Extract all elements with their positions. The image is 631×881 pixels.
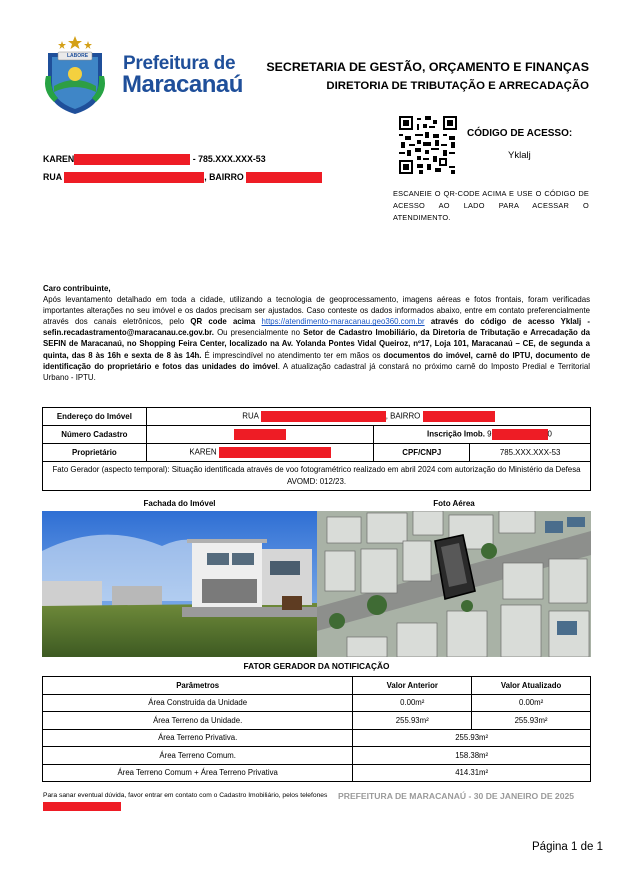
- param-name: Área Terreno Comum + Área Terreno Privativa: [43, 764, 353, 782]
- table-row: [43, 747, 591, 765]
- recipient-name: KAREN: [43, 154, 75, 164]
- municipal-crest-logo: [42, 36, 108, 114]
- crest-banner-text: LABORE: [67, 53, 89, 59]
- redaction-block: [219, 447, 331, 458]
- param-name: Área Terreno Comum.: [43, 747, 353, 765]
- table-row: [43, 444, 591, 462]
- access-qr-code[interactable]: [399, 116, 457, 174]
- access-code-label: CÓDIGO DE ACESSO:: [467, 128, 573, 139]
- secretaria-title: SECRETARIA DE GESTÃO, ORÇAMENTO E FINANÇAS: [266, 60, 589, 74]
- cadastro-label: Número Cadastro: [43, 426, 147, 444]
- footer-org-date: PREFEITURA DE MARACANAÚ - 30 DE JANEIRO DE 2025: [338, 791, 575, 801]
- access-code-value: Yklalj: [508, 150, 531, 161]
- valor-anterior: 0.00m²: [353, 694, 472, 712]
- letter-greeting: Caro contribuinte,: [43, 284, 111, 293]
- table-row: [43, 729, 591, 747]
- valor-anterior: 255.93m²: [353, 712, 472, 730]
- endereco-value: RUA , BAIRRO: [146, 408, 590, 426]
- aerea-photo: [317, 511, 591, 657]
- redaction-block: [261, 411, 386, 422]
- valor-atualizado: 0.00m²: [472, 694, 591, 712]
- inscricao-cell: Inscrição Imob. 9 0: [374, 426, 591, 444]
- column-header: Valor Atualizado: [472, 677, 591, 695]
- fator-gerador-title: FATOR GERADOR DA NOTIFICAÇÃO: [243, 661, 390, 671]
- property-info-table: [42, 407, 591, 491]
- aerea-label: Foto Aérea: [433, 499, 475, 508]
- logo-text-bottom: Maracanaú: [122, 71, 243, 98]
- qr-instructions: ESCANEIE O QR-CODE ACIMA E USE O CÓDIGO DE ACESSO AO LADO PARA ACESSAR O ATENDIMENTO.: [393, 189, 589, 222]
- redaction-block: [492, 429, 548, 440]
- fachada-label: Fachada do Imóvel: [143, 499, 216, 508]
- valor-atualizado: 255.93m²: [472, 712, 591, 730]
- fachada-photo: [42, 511, 317, 657]
- recipient-street: RUA: [43, 172, 62, 182]
- redaction-block: [246, 172, 322, 183]
- recipient-name-line: [43, 154, 266, 165]
- proprietario-label: Proprietário: [43, 444, 147, 462]
- recipient-address-line: [43, 172, 322, 183]
- diretoria-title: DIRETORIA DE TRIBUTAÇÃO E ARRECADAÇÃO: [326, 80, 589, 92]
- table-row: [43, 694, 591, 712]
- table-row: [43, 712, 591, 730]
- param-name: Área Terreno Privativa.: [43, 729, 353, 747]
- column-header: Parâmetros: [43, 677, 353, 695]
- redaction-block: [423, 411, 495, 422]
- redaction-block: [74, 154, 190, 165]
- atendimento-link[interactable]: https://atendimento-maracanau.geo360.com.br: [261, 317, 425, 327]
- table-header-row: [43, 677, 591, 695]
- table-row: [43, 426, 591, 444]
- recipient-bairro-label: , BAIRRO: [204, 172, 244, 182]
- cpf-label: CPF/CNPJ: [374, 444, 470, 462]
- contact-note: Para sanar eventual dúvida, favor entrar em contato com o Cadastro Imobiliário, pelos telefones: [43, 790, 333, 813]
- fato-gerador-text: Fato Gerador (aspecto temporal): Situação identificada através de voo fotogramétrico realizado em abril 2024 com autorização do Ministério da Defesa AVOMD: 012/23.: [43, 462, 591, 491]
- param-name: Área Construída da Unidade: [43, 694, 353, 712]
- param-value: 158.38m²: [353, 747, 591, 765]
- page-number: Página 1 de 1: [532, 841, 603, 853]
- proprietario-value: KAREN: [146, 444, 374, 462]
- recipient-cpf: - 785.XXX.XXX-53: [192, 154, 266, 164]
- table-row: [43, 462, 591, 491]
- letter-body: [43, 283, 590, 383]
- letter-paragraph: Após levantamento detalhado em toda a cidade, utilizando a tecnologia de geoprocessamento, imagens aéreas e fotos frontais, foram verificadas importantes alterações no seu imóvel e os dados precisam ser ajustados. Caso conteste os dados informados abaixo, entre em contato preferencialmente através dos canais eletrônicos, pelo QR code acima https://atendimento-maracanau.geo360.com.br através do código de acesso Yklalj - sefin.recadastramento@maracanau.ce.gov.br. Ou presencialmente no Setor de Cadastro Imobiliário, da Diretoria de Tributação e Arrecadação da SEFIN de Maracanaú, no Shopping Feira Center, localizado na Av. Yolanda Pontes Vidal Queiroz, nº17, Loja 101, Maracanaú – CE, de segunda a quinta, das 8 às 16h e sexta de 8 às 14h. É imprescindível no atendimento ter em mãos os documentos do imóvel, carnê do IPTU, documento de identificação do proprietário e fotos das unidades do imóvel. A atualização cadastral já constará no próximo carnê do Imposto Predial e Territorial Urbano - IPTU.: [43, 295, 591, 382]
- cadastro-value: [146, 426, 374, 444]
- cpf-value: 785.XXX.XXX-53: [470, 444, 591, 462]
- param-value: 255.93m²: [353, 729, 591, 747]
- table-row: [43, 764, 591, 782]
- inscricao-label: Inscrição Imob.: [427, 429, 485, 439]
- redaction-block: [43, 802, 121, 811]
- param-value: 414.31m²: [353, 764, 591, 782]
- column-header: Valor Anterior: [353, 677, 472, 695]
- redaction-block: [64, 172, 204, 183]
- param-name: Área Terreno da Unidade.: [43, 712, 353, 730]
- table-row: [43, 408, 591, 426]
- parameters-table: [42, 676, 591, 782]
- logo-text-top: Prefeitura de: [123, 53, 236, 74]
- endereco-label: Endereço do Imóvel: [43, 408, 147, 426]
- redaction-block: [234, 429, 286, 440]
